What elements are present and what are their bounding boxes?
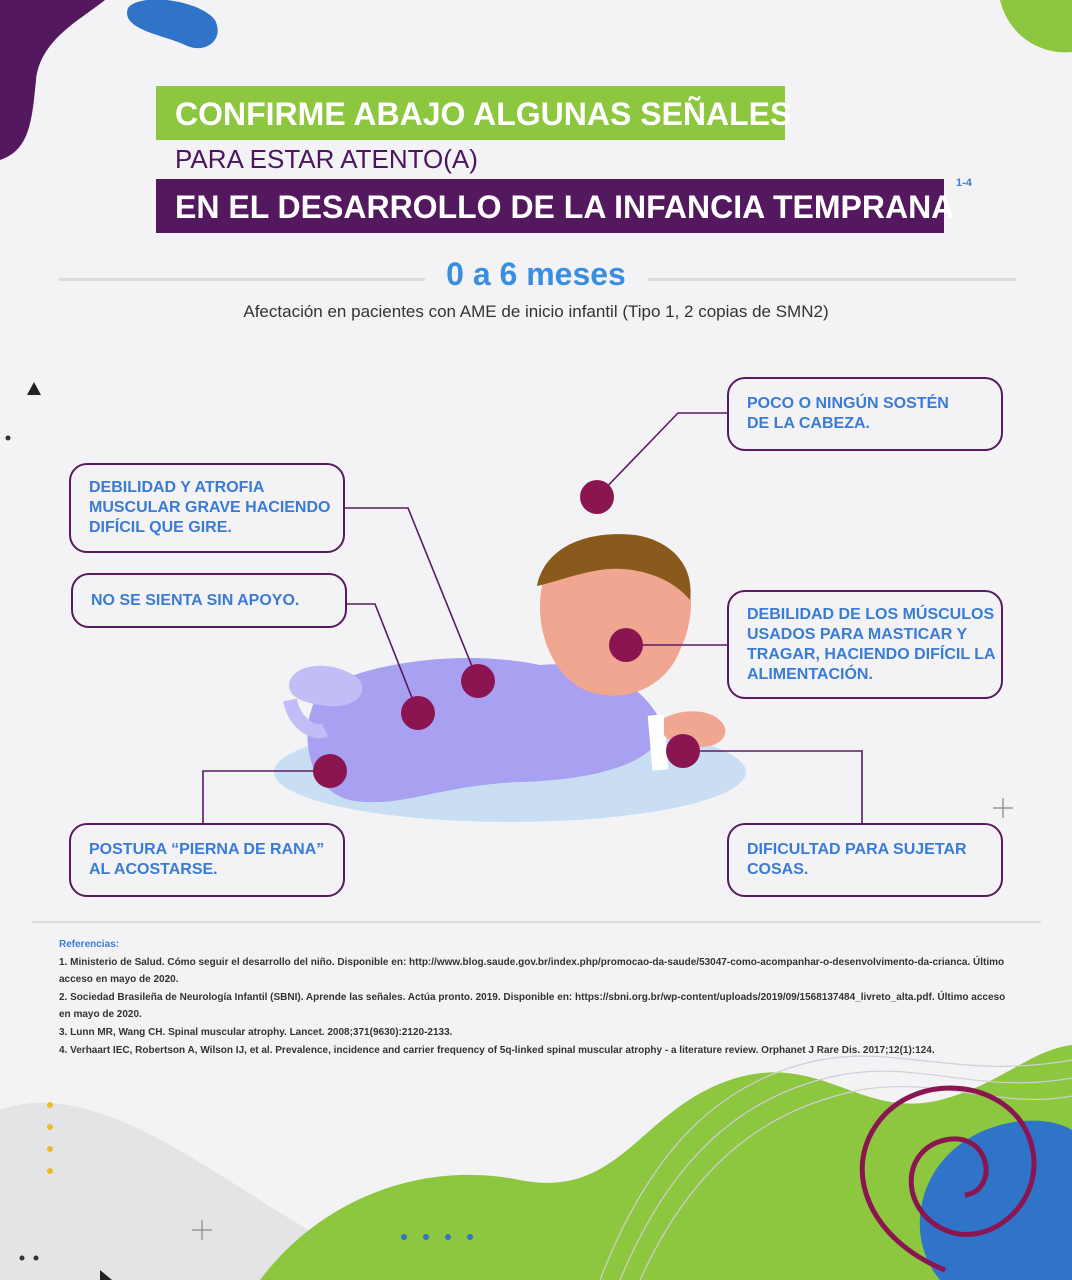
title-line-3: EN EL DESARROLLO DE LA INFANCIA TEMPRANA	[156, 179, 944, 233]
sign-head-support-text: POCO O NINGÚN SOSTÉN DE LA CABEZA.	[747, 395, 949, 432]
sign-grip-text: DIFICULTAD PARA SUJETAR COSAS.	[747, 841, 967, 878]
reference-item: 2. Sociedad Brasileña de Neurología Infantil (SBNI). Aprende las señales. Actúa pronto. 2019. Disponible en: https://sbni.org.br/wp-content/uploads/2019/09/1568137484_livreto_alta.pdf. Último acceso en mayo de 2020.	[59, 991, 1006, 1021]
reference-item: 1. Ministerio de Salud. Cómo seguir el desarrollo del niño. Disponible en: http://www.blog.saude.gov.br/index.php/promocao-da-saude/53047-como-acompanhar-o-desenvolvimento-da-crianca. Último acceso en mayo de 2020.	[59, 956, 1005, 986]
sign-frog-leg	[69, 823, 345, 897]
sign-sitting	[71, 573, 347, 628]
marker-sitting	[401, 696, 435, 730]
sign-chewing	[727, 590, 1003, 699]
reference-superscript: 1-4	[956, 177, 972, 189]
sign-head-support	[727, 377, 1003, 451]
sign-grip	[727, 823, 1003, 897]
references-divider	[32, 921, 1041, 923]
title-line-1: CONFIRME ABAJO ALGUNAS SEÑALES	[156, 86, 785, 140]
marker-frog	[313, 754, 347, 788]
sign-sitting-text: NO SE SIENTA SIN APOYO.	[91, 591, 300, 609]
section-subtitle: Afectación en pacientes con AME de inicio infantil (Tipo 1, 2 copias de SMN2)	[243, 302, 829, 321]
marker-head	[580, 480, 614, 514]
sign-chewing-text: DEBILIDAD DE LOS MÚSCULOS USADOS PARA MASTICAR Y TRAGAR, HACIENDO DIFÍCIL LA ALIMENTACIÓN.	[747, 605, 996, 683]
sign-frog-leg-text: POSTURA “PIERNA DE RANA” AL ACOSTARSE.	[89, 841, 325, 878]
reference-item: 4. Verhaart IEC, Robertson A, Wilson IJ, et al. Prevalence, incidence and carrier frequency of 5q-linked spinal muscular atrophy - a literature review. Orphanet J Rare Dis. 2017;12(1):124.	[59, 1044, 935, 1056]
references-title: Referencias:	[59, 939, 120, 950]
age-range-heading: 0 a 6 meses	[446, 256, 626, 292]
marker-weakness	[461, 664, 495, 698]
reference-item: 3. Lunn MR, Wang CH. Spinal muscular atrophy. Lancet. 2008;371(9630):2120-2133.	[59, 1026, 453, 1038]
marker-chewing	[609, 628, 643, 662]
marker-grip	[666, 734, 700, 768]
sign-muscle-weakness	[69, 463, 345, 553]
references	[59, 936, 1019, 1059]
title-line-2: PARA ESTAR ATENTO(A)	[175, 144, 478, 174]
sign-muscle-weakness-text: DEBILIDAD Y ATROFIA MUSCULAR GRAVE HACIENDO DIFÍCIL QUE GIRE.	[89, 479, 331, 536]
baby-leg	[289, 666, 362, 707]
